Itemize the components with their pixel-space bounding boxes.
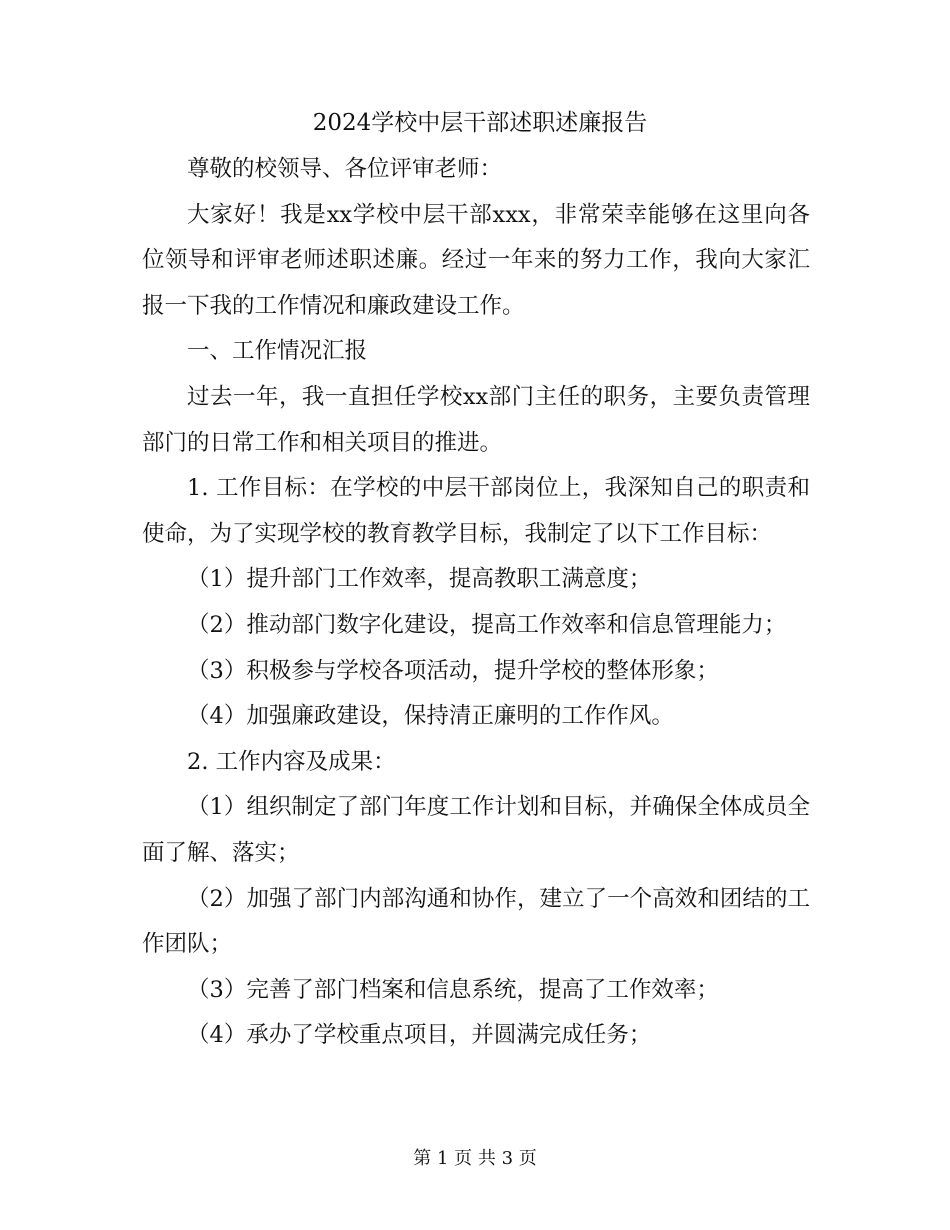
work-goals-paragraph: 1. 工作目标：在学校的中层干部岗位上，我深知自己的职责和使命，为了实现学校的教育教学目标，我制定了以下工作目标：	[142, 475, 810, 547]
goal-item-3: （3）积极参与学校各项活动，提升学校的整体形象；	[187, 657, 719, 684]
document-body	[142, 101, 810, 1059]
section-heading-work-report: 一、工作情况汇报	[187, 338, 368, 365]
content-item-1: （1）组织制定了部门年度工作计划和目标，并确保全体成员全面了解、落实；	[142, 794, 810, 866]
content-item-2: （2）加强了部门内部沟通和协作，建立了一个高效和团结的工作团队；	[142, 885, 810, 958]
page-indicator: 第 1 页 共 3 页	[413, 1148, 537, 1169]
goal-item-4: （4）加强廉政建设，保持清正廉明的工作作风。	[187, 703, 674, 730]
document-title: 2024学校中层干部述职述廉报告	[312, 110, 648, 136]
work-content-heading: 2. 工作内容及成果：	[187, 748, 396, 775]
work-summary-paragraph: 过去一年，我一直担任学校xx部门主任的职务，主要负责管理部门的日常工作和相关项目的推进。	[142, 383, 810, 456]
goal-item-1: （1）提升部门工作效率，提高教职工满意度；	[187, 566, 652, 593]
salutation: 尊敬的校领导、各位评审老师：	[187, 156, 503, 182]
content-item-4: （4）承办了学校重点项目，并圆满完成任务；	[187, 1022, 652, 1049]
opening-paragraph: 大家好！我是xx学校中层干部xxx，非常荣幸能够在这里向各位领导和评审老师述职述廉。经过一年来的努力工作，我向大家汇报一下我的工作情况和廉政建设工作。	[142, 201, 810, 319]
content-item-3: （3）完善了部门档案和信息系统，提高了工作效率；	[187, 976, 719, 1003]
goal-item-2: （2）推动部门数字化建设，提高工作效率和信息管理能力；	[187, 611, 787, 638]
